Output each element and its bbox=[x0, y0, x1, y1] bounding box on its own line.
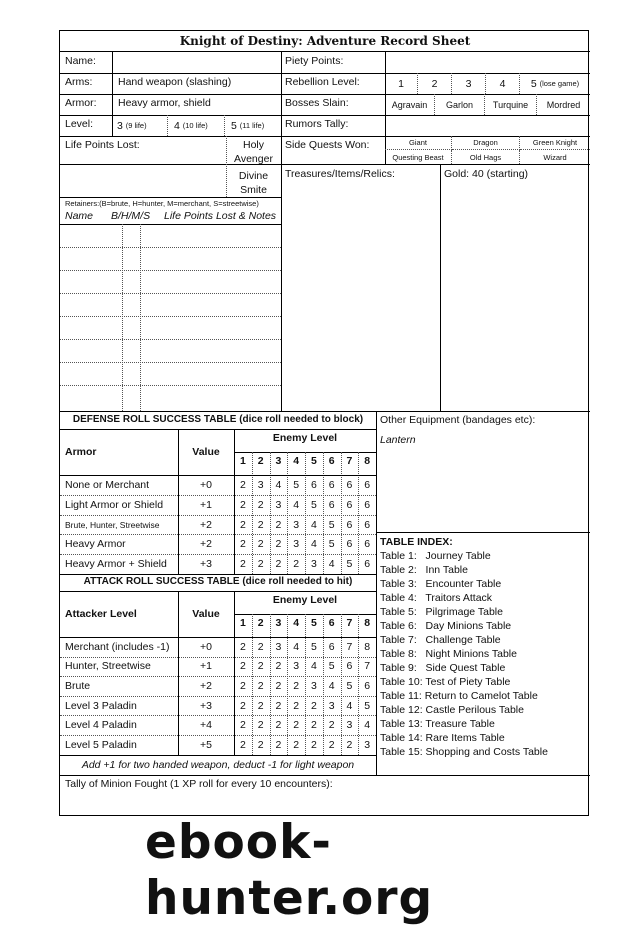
table-cell: 6 bbox=[328, 478, 335, 491]
table-index-item[interactable]: Table 12: Castle Perilous Table bbox=[380, 704, 524, 716]
enemy-level-number: 5 bbox=[310, 455, 317, 467]
table-cell: 2 bbox=[293, 699, 300, 712]
enemy-level-header: Enemy Level bbox=[272, 594, 338, 606]
table-index-item[interactable]: Table 14: Rare Items Table bbox=[380, 732, 505, 744]
table-cell: 4 bbox=[310, 518, 317, 531]
table-cell: 4 bbox=[310, 660, 317, 673]
table-index-item[interactable]: Table 2: Inn Table bbox=[380, 564, 468, 576]
table-cell: 4 bbox=[328, 680, 335, 692]
rebellion-level[interactable]: 3 bbox=[452, 73, 486, 94]
table-cell: 4 bbox=[364, 719, 371, 732]
table-cell: 2 bbox=[275, 660, 282, 673]
watermark: ebook-hunter.org bbox=[145, 815, 434, 926]
table-cell: 5 bbox=[293, 478, 300, 491]
side-quests-label: Side Quests Won: bbox=[285, 139, 370, 151]
table-cell: 6 bbox=[364, 518, 371, 531]
table-index-item[interactable]: Table 11: Return to Camelot Table bbox=[380, 690, 538, 702]
table-cell: 2 bbox=[293, 680, 300, 692]
rebellion-level[interactable]: 4 bbox=[486, 73, 520, 94]
divine-smite-line: Smite bbox=[240, 184, 267, 196]
record-sheet bbox=[59, 30, 589, 816]
name-label: Name: bbox=[65, 55, 96, 67]
table-row-label: Brute bbox=[65, 680, 91, 692]
armor-label: Armor: bbox=[65, 97, 97, 109]
table-cell: 2 bbox=[310, 699, 317, 712]
table-index-item[interactable]: Table 6: Day Minions Table bbox=[380, 620, 512, 632]
side-quest-cell[interactable]: Old Hags bbox=[452, 150, 520, 164]
table-cell: 6 bbox=[364, 558, 371, 571]
table-cell: 3 bbox=[275, 498, 282, 511]
table-row-value: +5 bbox=[200, 738, 212, 751]
table-cell: 3 bbox=[293, 538, 300, 551]
table-index bbox=[380, 535, 586, 759]
table-col-header: Armor bbox=[65, 446, 97, 458]
table-index-item[interactable]: Table 1: Journey Table bbox=[380, 550, 491, 562]
level-option[interactable] bbox=[112, 115, 168, 136]
other-equipment-label: Other Equipment (bandages etc): bbox=[380, 414, 536, 426]
holy-avenger-line: Holy bbox=[242, 139, 264, 151]
table-cell: 3 bbox=[346, 719, 353, 732]
table-cell: 2 bbox=[239, 660, 246, 673]
retainers-note: Retainers:(B=brute, H=hunter, M=merchant, S=streetwise) bbox=[65, 199, 259, 208]
level-option[interactable] bbox=[168, 115, 225, 136]
table-cell: 5 bbox=[328, 518, 335, 531]
table-cell: 2 bbox=[275, 558, 282, 571]
table-cell: 5 bbox=[328, 538, 335, 551]
table-row-label: Hunter, Streetwise bbox=[65, 660, 151, 673]
arms-label: Arms: bbox=[65, 76, 93, 88]
enemy-level-number: 6 bbox=[328, 455, 335, 467]
table-cell: 2 bbox=[293, 738, 300, 751]
tally-label: Tally of Minion Fought (1 XP roll for every 10 encounters): bbox=[65, 778, 333, 790]
table-cell: 6 bbox=[346, 660, 353, 673]
gold-label: Gold: 40 (starting) bbox=[444, 168, 529, 180]
table-index-item[interactable]: Table 9: Side Quest Table bbox=[380, 662, 506, 674]
divine-smite-line: Divine bbox=[238, 170, 269, 182]
table-row-label: Heavy Armor + Shield bbox=[65, 558, 167, 571]
table-cell: 2 bbox=[275, 680, 282, 692]
table-cell: 2 bbox=[257, 719, 264, 732]
table-cell: 6 bbox=[364, 478, 371, 491]
enemy-level-number: 1 bbox=[239, 455, 246, 467]
level-num: 5 bbox=[231, 119, 237, 132]
table-cell: 2 bbox=[257, 558, 264, 571]
enemy-level-number: 8 bbox=[364, 617, 371, 629]
level-note: (11 life) bbox=[239, 121, 265, 130]
enemy-level-number: 3 bbox=[275, 617, 282, 629]
level-note: (9 life) bbox=[125, 121, 147, 130]
table-cell: 2 bbox=[239, 558, 246, 571]
table-cell: 2 bbox=[275, 518, 282, 531]
table-row-value: +2 bbox=[200, 538, 212, 551]
other-equipment-value: Lantern bbox=[380, 434, 416, 446]
bosses-label: Bosses Slain: bbox=[285, 97, 349, 109]
rumors-label: Rumors Tally: bbox=[285, 118, 349, 130]
table-row-label: Level 5 Paladin bbox=[65, 738, 137, 751]
table-cell: 2 bbox=[275, 719, 282, 732]
attack-table-title: ATTACK ROLL SUCCESS TABLE (dice roll needed to hit) bbox=[83, 576, 353, 587]
table-row-value: +0 bbox=[200, 478, 212, 491]
table-cell: 2 bbox=[257, 640, 264, 653]
table-col-header: Attacker Level bbox=[65, 608, 137, 620]
table-cell: 2 bbox=[257, 699, 264, 712]
table-row-label: Light Armor or Shield bbox=[65, 498, 164, 511]
level-label: Level: bbox=[65, 118, 94, 130]
rebellion-level-lose[interactable] bbox=[520, 73, 590, 94]
table-cell: 6 bbox=[346, 538, 353, 551]
armor-value: Heavy armor, shield bbox=[118, 97, 211, 109]
level-note: (10 life) bbox=[182, 121, 208, 130]
side-quest-cell[interactable]: Wizard bbox=[543, 152, 567, 162]
table-index-item[interactable]: Table 10: Test of Piety Table bbox=[380, 676, 511, 688]
table-cell: 3 bbox=[275, 640, 282, 653]
table-cell: 6 bbox=[346, 518, 353, 531]
table-cell: 4 bbox=[293, 640, 300, 653]
bosses-list bbox=[385, 94, 590, 115]
arms-value: Hand weapon (slashing) bbox=[118, 76, 232, 88]
table-cell: 5 bbox=[328, 660, 335, 673]
table-index-item[interactable]: Table 8: Night Minions Table bbox=[380, 648, 517, 660]
table-cell: 5 bbox=[310, 498, 317, 511]
table-cell: 4 bbox=[310, 538, 317, 551]
defense-table-title: DEFENSE ROLL SUCCESS TABLE (dice roll needed to block) bbox=[72, 414, 364, 425]
enemy-level-number: 8 bbox=[364, 455, 371, 467]
level-option[interactable] bbox=[225, 115, 281, 136]
side-quest-cell[interactable]: Questing Beast bbox=[385, 150, 452, 164]
table-cell: 2 bbox=[239, 738, 246, 751]
table-cell: 2 bbox=[257, 738, 264, 751]
side-quest-cell[interactable]: Dragon bbox=[452, 136, 520, 150]
table-cell: 2 bbox=[293, 558, 300, 571]
table-row-value: +4 bbox=[200, 719, 212, 732]
table-row-value: +3 bbox=[200, 699, 212, 712]
table-row-value: +3 bbox=[200, 558, 212, 571]
table-index-item[interactable]: Table 15: Shopping and Costs Table bbox=[380, 746, 548, 758]
enemy-level-number: 7 bbox=[346, 617, 353, 629]
table-cell: 2 bbox=[346, 738, 353, 751]
boss-cell[interactable]: Agravain bbox=[385, 94, 435, 115]
table-row-value: +1 bbox=[200, 660, 212, 673]
table-cell: 2 bbox=[293, 719, 300, 732]
table-cell: 5 bbox=[346, 680, 353, 692]
enemy-level-number: 7 bbox=[346, 455, 353, 467]
rebellion-level[interactable]: 1 bbox=[385, 73, 418, 94]
table-cell: 2 bbox=[239, 699, 246, 712]
enemy-level-number: 2 bbox=[257, 617, 264, 629]
table-row-value: +1 bbox=[200, 498, 212, 511]
retainers-col-notes: Life Points Lost & Notes bbox=[164, 210, 277, 222]
retainers-col-type: B/H/M/S bbox=[111, 210, 151, 222]
table-row-value: +2 bbox=[200, 680, 212, 692]
table-cell: 6 bbox=[346, 478, 353, 491]
table-cell: 2 bbox=[257, 538, 264, 551]
table-cell: 6 bbox=[346, 498, 353, 511]
table-cell: 3 bbox=[293, 518, 300, 531]
table-cell: 3 bbox=[310, 558, 317, 571]
attack-modifier-note: Add +1 for two handed weapon, deduct -1 for light weapon bbox=[81, 759, 355, 771]
table-cell: 5 bbox=[310, 640, 317, 653]
level-num: 3 bbox=[117, 119, 123, 132]
enemy-level-number: 2 bbox=[257, 455, 264, 467]
side-quest-cell[interactable]: Giant bbox=[385, 136, 452, 150]
table-cell: 2 bbox=[275, 738, 282, 751]
table-row-value: +0 bbox=[200, 640, 212, 653]
table-cell: 4 bbox=[328, 558, 335, 571]
table-index-title: TABLE INDEX: bbox=[380, 536, 453, 548]
side-quest-cell[interactable]: Green Knight bbox=[520, 136, 590, 150]
table-cell: 4 bbox=[293, 498, 300, 511]
table-cell: 2 bbox=[239, 498, 246, 511]
enemy-level-number: 6 bbox=[328, 617, 335, 629]
boss-cell[interactable]: Turquine bbox=[485, 94, 537, 115]
table-cell: 2 bbox=[239, 640, 246, 653]
table-col-header: Value bbox=[192, 446, 220, 458]
life-lost-label: Life Points Lost: bbox=[65, 139, 140, 151]
table-index-item[interactable]: Table 5: Pilgrimage Table bbox=[380, 606, 503, 618]
attack-table bbox=[60, 591, 376, 755]
table-index-item[interactable]: Table 3: Encounter Table bbox=[380, 578, 502, 590]
table-cell: 4 bbox=[275, 478, 282, 491]
table-cell: 7 bbox=[346, 640, 353, 653]
table-cell: 2 bbox=[275, 538, 282, 551]
table-row-label: Merchant (includes -1) bbox=[65, 640, 170, 653]
table-cell: 2 bbox=[257, 680, 264, 692]
table-cell: 6 bbox=[364, 498, 371, 511]
table-cell: 3 bbox=[328, 699, 335, 712]
enemy-level-number: 4 bbox=[293, 455, 300, 467]
enemy-level-number: 1 bbox=[239, 617, 246, 629]
table-col-header: Value bbox=[192, 608, 220, 620]
table-cell: 2 bbox=[257, 498, 264, 511]
table-row-label: Heavy Armor bbox=[65, 538, 126, 551]
divine-smite[interactable] bbox=[226, 170, 281, 196]
table-cell: 2 bbox=[310, 719, 317, 732]
table-cell: 6 bbox=[328, 640, 335, 653]
table-cell: 8 bbox=[364, 640, 371, 653]
enemy-level-number: 5 bbox=[310, 617, 317, 629]
table-cell: 2 bbox=[239, 478, 246, 491]
table-cell: 2 bbox=[328, 719, 335, 732]
level-options bbox=[112, 115, 281, 136]
table-row-label: None or Merchant bbox=[65, 478, 150, 491]
rebellion-label: Rebellion Level: bbox=[285, 76, 360, 88]
rebellion-last-num: 5 bbox=[530, 77, 537, 90]
table-cell: 2 bbox=[239, 518, 246, 531]
table-cell: 4 bbox=[346, 699, 353, 712]
treasures-label: Treasures/Items/Relics: bbox=[285, 168, 395, 180]
table-cell: 6 bbox=[364, 538, 371, 551]
table-cell: 6 bbox=[328, 498, 335, 511]
table-cell: 6 bbox=[310, 478, 317, 491]
table-index-item[interactable]: Table 13: Treasure Table bbox=[380, 718, 495, 730]
enemy-level-number: 4 bbox=[293, 617, 300, 629]
table-cell: 5 bbox=[364, 699, 371, 712]
sheet-title: Knight of Destiny: Adventure Record Sheet bbox=[179, 34, 471, 48]
table-row-value: +2 bbox=[200, 518, 212, 531]
rebellion-levels bbox=[385, 73, 590, 94]
boss-cell[interactable]: Garlon bbox=[435, 94, 485, 115]
table-row-label: Level 3 Paladin bbox=[65, 699, 137, 712]
table-cell: 2 bbox=[239, 680, 246, 692]
holy-avenger[interactable] bbox=[226, 139, 281, 165]
level-num: 4 bbox=[174, 119, 180, 132]
table-index-item[interactable]: Table 7: Challenge Table bbox=[380, 634, 501, 646]
table-cell: 2 bbox=[310, 738, 317, 751]
rebellion-level[interactable]: 2 bbox=[418, 73, 452, 94]
table-cell: 3 bbox=[293, 660, 300, 673]
enemy-level-number: 3 bbox=[275, 455, 282, 467]
table-cell: 2 bbox=[257, 660, 264, 673]
table-cell: 2 bbox=[257, 518, 264, 531]
enemy-level-header: Enemy Level bbox=[272, 432, 338, 444]
table-cell: 3 bbox=[310, 680, 317, 692]
table-row-label: Level 4 Paladin bbox=[65, 719, 137, 732]
rebellion-last-note: (lose game) bbox=[539, 79, 580, 88]
defense-table bbox=[60, 429, 376, 574]
table-cell: 2 bbox=[275, 699, 282, 712]
table-row-label: Brute, Hunter, Streetwise bbox=[65, 519, 160, 530]
table-cell: 6 bbox=[364, 680, 371, 692]
boss-cell[interactable]: Mordred bbox=[546, 99, 581, 110]
table-cell: 2 bbox=[328, 738, 335, 751]
table-index-item[interactable]: Table 4: Traitors Attack bbox=[380, 592, 493, 604]
table-cell: 5 bbox=[346, 558, 353, 571]
table-cell: 7 bbox=[364, 660, 371, 673]
retainers-col-name: Name bbox=[65, 210, 94, 222]
table-cell: 3 bbox=[364, 738, 371, 751]
holy-avenger-line: Avenger bbox=[234, 153, 273, 165]
table-cell: 2 bbox=[239, 719, 246, 732]
piety-label: Piety Points: bbox=[285, 55, 344, 67]
side-quests-grid bbox=[385, 136, 590, 164]
table-cell: 3 bbox=[257, 478, 264, 491]
table-cell: 2 bbox=[239, 538, 246, 551]
